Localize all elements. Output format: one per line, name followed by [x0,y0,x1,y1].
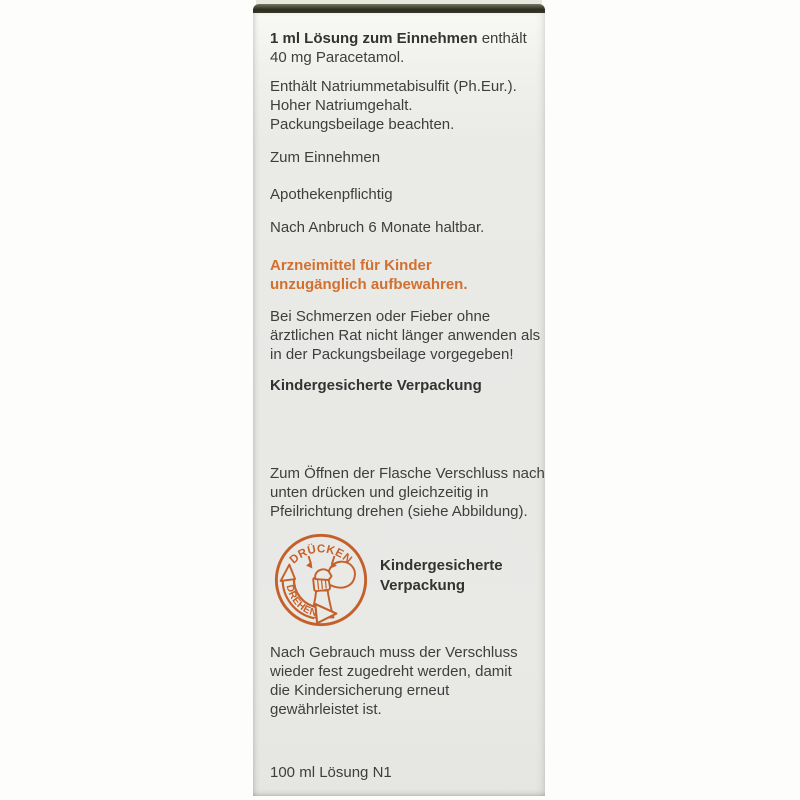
reclosing-instructions [270,643,518,719]
duration-of-use-warning [270,307,540,364]
childproof-packaging-heading: Kindergesicherte Verpackung [270,377,482,394]
press-arrow-lines [309,556,335,564]
text-line: Zum Öffnen der Flasche Verschluss nach [270,465,545,482]
turn-label: DREHEN [283,583,319,620]
text-line: Kindergesicherte [380,557,503,574]
text-line: Nach Gebrauch muss der Verschluss [270,644,518,661]
route-of-administration: Zum Einnehmen [270,149,381,166]
text-line: Packungsbeilage beachten. [270,116,455,133]
text-line: gewährleistet ist. [270,701,382,718]
text-line: unten drücken und gleichzeitig in [270,484,489,501]
text-line: Arzneimittel für Kinder [270,257,432,274]
excipients-statement [270,77,517,134]
dose-tail-text: enthält [477,30,527,47]
text-line: Verpackung [380,577,466,594]
pack-size-statement: 100 ml Lösung N1 [270,764,392,781]
text-line: Pfeilrichtung drehen (siehe Abbildung). [270,503,528,520]
dose-bold-text: 1 ml Lösung zum Einnehmen [270,30,478,47]
text-line: Hoher Natriumgehalt. [270,97,413,114]
childproof-packaging-caption [380,556,503,596]
dose-line2: 40 mg Paracetamol. [270,49,405,66]
text-line: in der Packungsbeilage vorgegeben! [270,346,514,363]
press-label: DRÜCKEN [287,543,355,567]
text-line: wieder fest zugedreht werden, damit [270,663,512,680]
dose-line1 [270,29,527,48]
medicine-package-side-panel [253,0,545,798]
keep-away-from-children-warning [270,256,468,294]
press-label-text [288,543,355,567]
finger-shape [315,569,331,580]
text-line: Enthält Natriummetabisulfit (Ph.Eur.). [270,78,517,95]
opening-instructions [270,464,545,521]
text-line: Bei Schmerzen oder Fieber ohne [270,308,491,325]
text-line: die Kindersicherung erneut [270,682,450,699]
press-and-turn-cap-icon [273,532,369,628]
press-arrowhead-left [306,561,312,568]
dose-statement [270,29,527,67]
childproof-cap-illustration [273,532,369,628]
text-line: unzugänglich aufbewahren. [270,276,468,293]
shelf-life-note: Nach Anbruch 6 Monate haltbar. [270,219,485,236]
dispensing-status: Apothekenpflichtig [270,186,393,203]
text-line: ärztlichen Rat nicht länger anwenden als [270,327,541,344]
turn-arrow-tail [281,565,295,581]
